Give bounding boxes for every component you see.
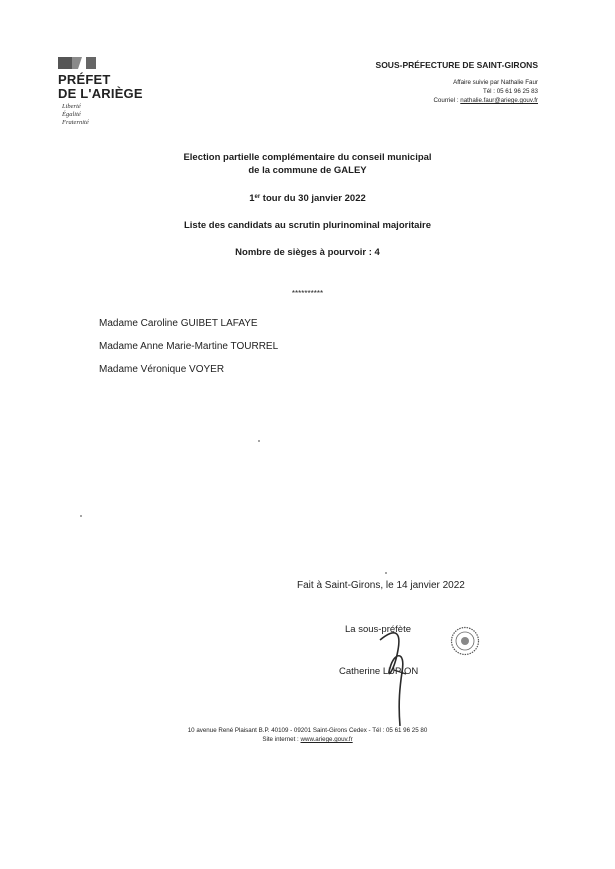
phone: Tél : 05 61 96 25 83 <box>482 88 538 95</box>
candidate-1: Madame Caroline GUIBET LAFAYE <box>99 318 258 329</box>
handwritten-signature-icon <box>372 622 422 732</box>
round-num: 1 <box>249 193 255 204</box>
scan-speck <box>80 515 82 517</box>
logo-title <box>58 73 143 101</box>
logo-title-line1: PRÉFET <box>58 72 111 87</box>
motto-liberte: Liberté <box>62 103 81 110</box>
motto-egalite: Égalité <box>62 111 81 118</box>
footer-site-label: Site internet : <box>262 736 299 743</box>
official-stamp-icon <box>450 626 480 656</box>
candidate-2: Madame Anne Marie-Martine TOURREL <box>99 341 279 352</box>
footer-site-link[interactable]: www.ariege.gouv.fr <box>300 736 353 743</box>
email-line <box>433 96 538 105</box>
seats-count: Nombre de sièges à pourvoir : 4 <box>235 247 380 258</box>
list-title: Liste des candidats au scrutin plurinominal majoritaire <box>183 220 432 231</box>
motto-fraternite: Fraternité <box>62 119 89 126</box>
scan-speck <box>385 572 387 574</box>
logo-motto <box>62 103 89 127</box>
footer-site-line <box>0 736 615 743</box>
round-sup: er <box>254 194 261 200</box>
round-line <box>0 193 615 204</box>
office-name: SOUS-PRÉFECTURE DE SAINT-GIRONS <box>375 60 538 70</box>
made-at: Fait à Saint-Girons, le 14 janvier 2022 <box>297 580 465 591</box>
contact-block <box>433 78 538 105</box>
followed-by: Affaire suivie par Nathalie Faur <box>453 79 538 86</box>
signer-role: La sous-préfète <box>345 624 412 635</box>
title-line1: Election partielle complémentaire du conseil municipal <box>183 152 432 163</box>
title-line2: de la commune de GALEY <box>248 165 367 176</box>
scan-speck <box>258 440 260 442</box>
round-rest: tour du 30 janvier 2022 <box>260 193 366 204</box>
footer-address: 10 avenue René Plaisant B.P. 40109 - 09201 Saint-Girons Cedex - Tél : 05 61 96 25 80 <box>187 727 428 734</box>
candidate-3: Madame Véronique VOYER <box>99 364 225 375</box>
marianne-logo-icon <box>58 55 98 71</box>
logo-title-line2: DE L'ARIÈGE <box>58 86 143 101</box>
signer-name: Catherine LUPION <box>339 666 419 677</box>
separator: ********** <box>291 289 324 298</box>
email-link[interactable]: nathalie.faur@ariege.gouv.fr <box>460 97 538 104</box>
email-label: Courriel : <box>433 97 459 104</box>
